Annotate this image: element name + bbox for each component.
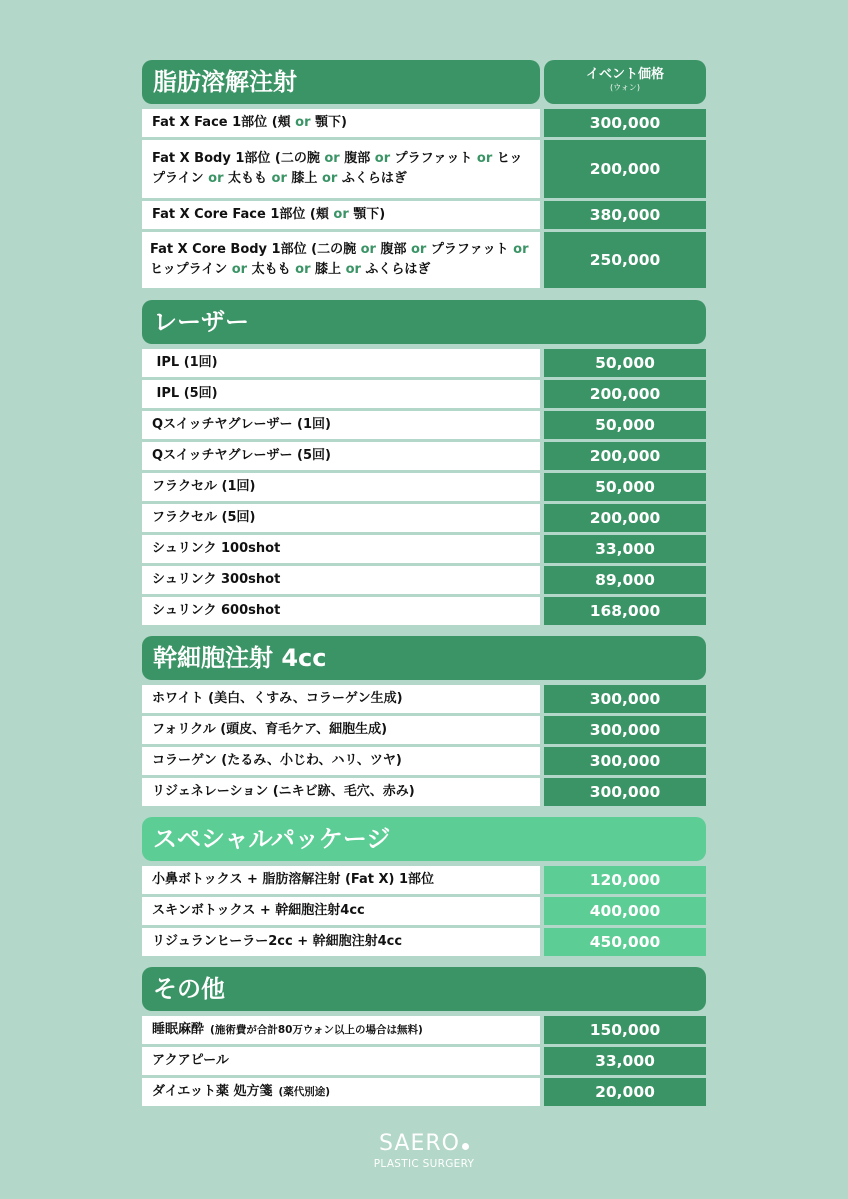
- treatment-price: 33,000: [544, 535, 706, 563]
- treatment-label: Qスイッチヤグレーザー (5回): [142, 442, 540, 470]
- treatment-label: スキンボトックス + 幹細胞注射4cc: [142, 897, 540, 925]
- label-text: ダイエット薬 処方箋: [152, 1084, 273, 1099]
- price-row: [142, 535, 706, 563]
- treatment-price: 300,000: [544, 685, 706, 713]
- section-title: スペシャルパッケージ: [142, 817, 706, 861]
- section-laser: [142, 300, 706, 625]
- price-row: [142, 442, 706, 470]
- section-header: [142, 817, 706, 861]
- label-text: アクアピール: [152, 1053, 229, 1068]
- price-row: [142, 411, 706, 439]
- label-note: (施術費が合計80万ウォン以上の場合は無料): [210, 1024, 423, 1036]
- treatment-label: 小鼻ボトックス + 脂肪溶解注射 (Fat X) 1部位: [142, 866, 540, 894]
- brand-name: SAERO: [0, 1130, 848, 1158]
- treatment-price: 150,000: [544, 1016, 706, 1044]
- price-header-label: イベント価格: [585, 67, 664, 82]
- section-title: その他: [142, 967, 706, 1011]
- treatment-label: IPL (1回): [142, 349, 540, 377]
- treatment-label: フォリクル (頭皮、育毛ケア、細胞生成): [142, 716, 540, 744]
- price-row: [142, 1016, 706, 1044]
- price-row: [142, 473, 706, 501]
- price-row: [142, 109, 706, 137]
- price-row: [142, 232, 706, 288]
- treatment-label: [142, 140, 540, 198]
- logo-dot-icon: [462, 1143, 469, 1150]
- treatment-label: シュリンク 100shot: [142, 535, 540, 563]
- treatment-price: 450,000: [544, 928, 706, 956]
- price-row: [142, 866, 706, 894]
- price-list: [142, 60, 706, 1109]
- treatment-label: [142, 201, 540, 229]
- treatment-label: [142, 1047, 540, 1075]
- treatment-price: 380,000: [544, 201, 706, 229]
- treatment-price: 300,000: [544, 778, 706, 806]
- price-row: [142, 685, 706, 713]
- section-title: レーザー: [142, 300, 706, 344]
- price-row: [142, 778, 706, 806]
- price-row: [142, 1047, 706, 1075]
- treatment-price: 200,000: [544, 380, 706, 408]
- treatment-price: 300,000: [544, 716, 706, 744]
- price-row: [142, 597, 706, 625]
- treatment-price: 50,000: [544, 473, 706, 501]
- section-header: [142, 967, 706, 1011]
- treatment-label: IPL (5回): [142, 380, 540, 408]
- brand-tagline: PLASTIC SURGERY: [373, 1158, 475, 1170]
- treatment-label: シュリンク 300shot: [142, 566, 540, 594]
- treatment-price: 400,000: [544, 897, 706, 925]
- treatment-price: 20,000: [544, 1078, 706, 1106]
- section-header: [142, 60, 706, 104]
- treatment-price: 300,000: [544, 109, 706, 137]
- price-row: [142, 349, 706, 377]
- treatment-price: 50,000: [544, 411, 706, 439]
- label-text: Fat X Core Face 1部位 (頬 or 顎下): [152, 207, 386, 222]
- price-row: [142, 140, 706, 198]
- treatment-price: 200,000: [544, 504, 706, 532]
- treatment-price: 200,000: [544, 140, 706, 198]
- price-row: [142, 380, 706, 408]
- treatment-label: リジェネレーション (ニキビ跡、毛穴、赤み): [142, 778, 540, 806]
- treatment-label: リジュランヒーラー2cc + 幹細胞注射4cc: [142, 928, 540, 956]
- section-stem-cell: [142, 636, 706, 806]
- price-row: [142, 566, 706, 594]
- treatment-price: 33,000: [544, 1047, 706, 1075]
- section-title: 脂肪溶解注射: [142, 60, 540, 104]
- treatment-label: [142, 232, 540, 288]
- price-header-currency: (ウォン): [610, 83, 640, 92]
- treatment-label: [142, 109, 540, 137]
- treatment-price: 50,000: [544, 349, 706, 377]
- treatment-price: 89,000: [544, 566, 706, 594]
- section-special-package: [142, 817, 706, 956]
- treatment-label: Qスイッチヤグレーザー (1回): [142, 411, 540, 439]
- treatment-price: 168,000: [544, 597, 706, 625]
- section-header: [142, 636, 706, 680]
- label-text: Fat X Face 1部位 (頬 or 顎下): [152, 115, 347, 130]
- treatment-label: コラーゲン (たるみ、小じわ、ハリ、ツヤ): [142, 747, 540, 775]
- clinic-logo: [0, 1130, 848, 1170]
- label-text: Fat X Body 1部位 (二の腕 or 腹部 or プラファット or ヒップライン or 太もも or 膝上 or ふくらはぎ: [152, 151, 523, 186]
- treatment-price: 200,000: [544, 442, 706, 470]
- treatment-price: 300,000: [544, 747, 706, 775]
- price-row: [142, 201, 706, 229]
- treatment-label: フラクセル (1回): [142, 473, 540, 501]
- section-title: 幹細胞注射 4cc: [142, 636, 706, 680]
- treatment-label: [142, 1078, 540, 1106]
- price-row: [142, 1078, 706, 1106]
- price-row: [142, 504, 706, 532]
- label-note: (薬代別途): [278, 1086, 331, 1098]
- treatment-label: [142, 1016, 540, 1044]
- price-row: [142, 897, 706, 925]
- price-row: [142, 716, 706, 744]
- section-header: [142, 300, 706, 344]
- price-column-header: [544, 60, 706, 104]
- treatment-price: 250,000: [544, 232, 706, 288]
- label-text: 睡眠麻酔: [152, 1022, 205, 1037]
- treatment-label: シュリンク 600shot: [142, 597, 540, 625]
- price-row: [142, 747, 706, 775]
- section-other: [142, 967, 706, 1106]
- treatment-label: フラクセル (5回): [142, 504, 540, 532]
- treatment-label: ホワイト (美白、くすみ、コラーゲン生成): [142, 685, 540, 713]
- treatment-price: 120,000: [544, 866, 706, 894]
- price-row: [142, 928, 706, 956]
- label-text: Fat X Core Body 1部位 (二の腕 or 腹部 or プラファット or ヒップライン or 太もも or 膝上 or ふくらはぎ: [150, 242, 529, 277]
- section-fat-dissolving: [142, 60, 706, 288]
